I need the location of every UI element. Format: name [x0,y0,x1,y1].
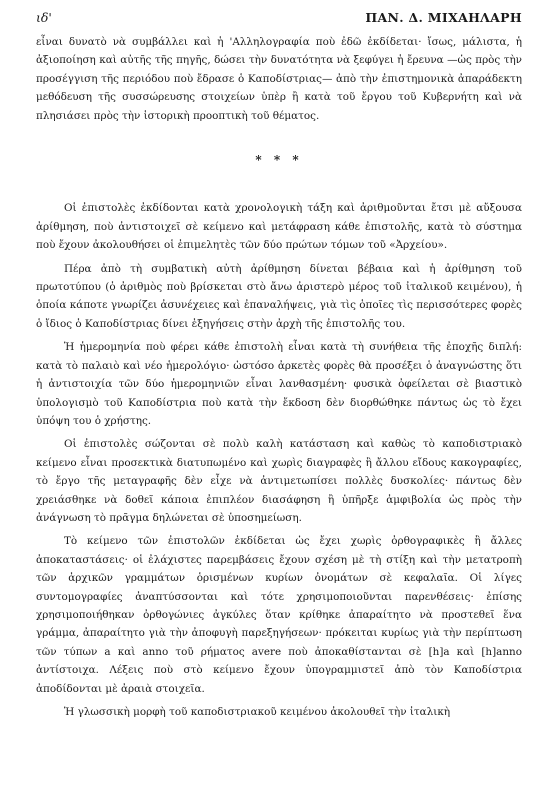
running-title: ΠΑΝ. Δ. ΜΙΧΑΗΛΑΡΗ [365,10,522,25]
paragraph: Ἡ γλωσσικὴ μορφὴ τοῦ καποδιστριακοῦ κειμένου ἀκολουθεῖ τὴν ἰταλικὴ [64,706,451,718]
page-body [36,33,522,721]
paragraph: Ἡ ἡμερομηνία ποὺ φέρει κάθε ἐπιστολὴ εἶναι κατὰ τὴ συνήθεια τῆς ἐποχῆς διπλή: κατὰ τὸ παλαιὸ καὶ νέο ἡμερολόγιο· ὡστόσο ἀρκετὲς φορὲς θὰ προσέξει ὁ ἀναγνώστης ὅτι ἡ ἀντιστοιχία τῶν δύο ἡμερομηνιῶν εἶναι λανθασμένη· φυσικὰ ὀφείλεται σὲ βιαστικὸ ὑπολογισμὸ τοῦ Καποδίστρια ποὺ κατὰ τὴν ἔκδοση δὲν διορθώθηκε πάντως ὡς τὸ ἔχει ὑπόψη του ὁ χρήστης. [36,341,522,427]
paragraph: Πέρα ἀπὸ τὴ συμβατικὴ αὐτὴ ἀρίθμηση δίνεται βέβαια καὶ ἡ ἀρίθμηση τοῦ πρωτοτύπου (ὁ ἀριθμὸς ποὺ βρίσκεται στὸ ἄνω ἀριστερὸ μέρος τοῦ ἰταλικοῦ κειμένου), ἡ ὁποία κάποτε γνωρίζει ἀσυνέχειες καὶ ἐπαναλήψεις, γιὰ τὶς ὁποῖες τὶς περισσότερες φορὲς ὁ ἴδιος ὁ Καποδίστριας δίνει ἐξηγήσεις στὴν ἀρχὴ τῆς ἐπιστολῆς του. [36,262,522,330]
page-header [36,10,522,25]
paragraph: Οἱ ἐπιστολὲς σώζονται σὲ πολὺ καλὴ κατάσταση καὶ καθὼς τὸ καποδιστριακὸ κείμενο εἶναι προσεκτικὰ διατυπωμένο καὶ χωρὶς διαγραφὲς ἢ ἄλλου εἴδους κακογραφίες, τὸ ἔργο τῆς μεταγραφῆς δὲν εἶχε νὰ ἀντιμετωπίσει πολλὲς δυσκολίες· πάντως δὲν χρειάσθηκε νὰ δοθεῖ κάποια ἐπιπλέον διασάφηση ἢ ὑπῆρξε ἀμφιβολία ὡς πρὸς τὴν ἀνάγνωση τὸ πρᾶγμα δηλώνεται σὲ ὑποσημείωση. [36,438,522,524]
section-separator: * * * [255,153,303,168]
page-number: ιδ' [36,10,52,25]
paragraph: Τὸ κείμενο τῶν ἐπιστολῶν ἐκδίδεται ὡς ἔχει χωρὶς ὀρθογραφικὲς ἢ ἄλλες ἀποκαταστάσεις· οἱ ἐλάχιστες παρεμβάσεις ἔχουν σχέση μὲ τὴ στίξη καὶ τὴν μετατροπὴ τῶν ἀρχικῶν γραμμάτων ὁρισμένων κυρίων ὀνομάτων σὲ κεφαλαῖα. Οἱ λίγες συντομογραφίες ἀναπτύσσονται καὶ τότε χρησιμοποιοῦνται παρενθέσεις· ἐπίσης χρησιμοποιήθηκαν ὀρθογώνιες ἀγκύλες ὅταν κρίθηκε ἀπαραίτητο νὰ προστεθεῖ ἕνα γράμμα, ἀπαραίτητο γιὰ τὴν ἀποφυγὴ παρεξηγήσεων· πρόκειται κυρίως γιὰ τὴν περίπτωση τῶν τύπων a καὶ anno τοῦ ρήματος avere ποὺ ἀποκαθίστανται σὲ [h]a καὶ [h]anno ἀντίστοιχα. Λέξεις ποὺ στὸ κείμενο ἔχουν ὑπογραμμιστεῖ ἀπὸ τὸν Καποδίστρια ἀποδίδονται μὲ ἀραιὰ στοιχεῖα. [36,535,522,695]
paragraph-continued: εἶναι δυνατὸ νὰ συμβάλλει καὶ ἡ 'Αλληλογραφία ποὺ ἐδῶ ἐκδίδεται· ἴσως, μάλιστα, ἡ ἀξιοποίηση καὶ αὐτῆς τῆς πηγῆς, δώσει τὴν δυνατότητα νὰ ξεφύγει ἡ ἔρευνα —ὡς πρὸς τὴν προσέγγιση τῆς περιόδου ποὺ ἔδρασε ὁ Καποδίστριας— ἀπὸ τὴν ἐπιστημονικὰ ἀπαράδεκτη μεθόδευση τῆς συσσώρευσης στοιχείων ὑπὲρ ἢ κατὰ τοῦ ἔργου τοῦ Κυβερνήτη καὶ νὰ πλησιάσει πρὸς τὴν ἱστορικὴ προοπτικὴ τοῦ θέματος. [36,36,522,122]
paragraph: Οἱ ἐπιστολὲς ἐκδίδονται κατὰ χρονολογικὴ τάξη καὶ ἀριθμοῦνται ἔτσι μὲ αὔξουσα ἀρίθμηση, ποὺ ἀντιστοιχεῖ σὲ κείμενο καὶ μετάφραση κάθε ἐπιστολῆς, κατὰ τὸ σύστημα ποὺ ἔχουν ἀκολουθήσει οἱ ἐπιμελητὲς τῶν δύο πρώτων τόμων τοῦ «Ἀρχείου». [36,202,522,252]
